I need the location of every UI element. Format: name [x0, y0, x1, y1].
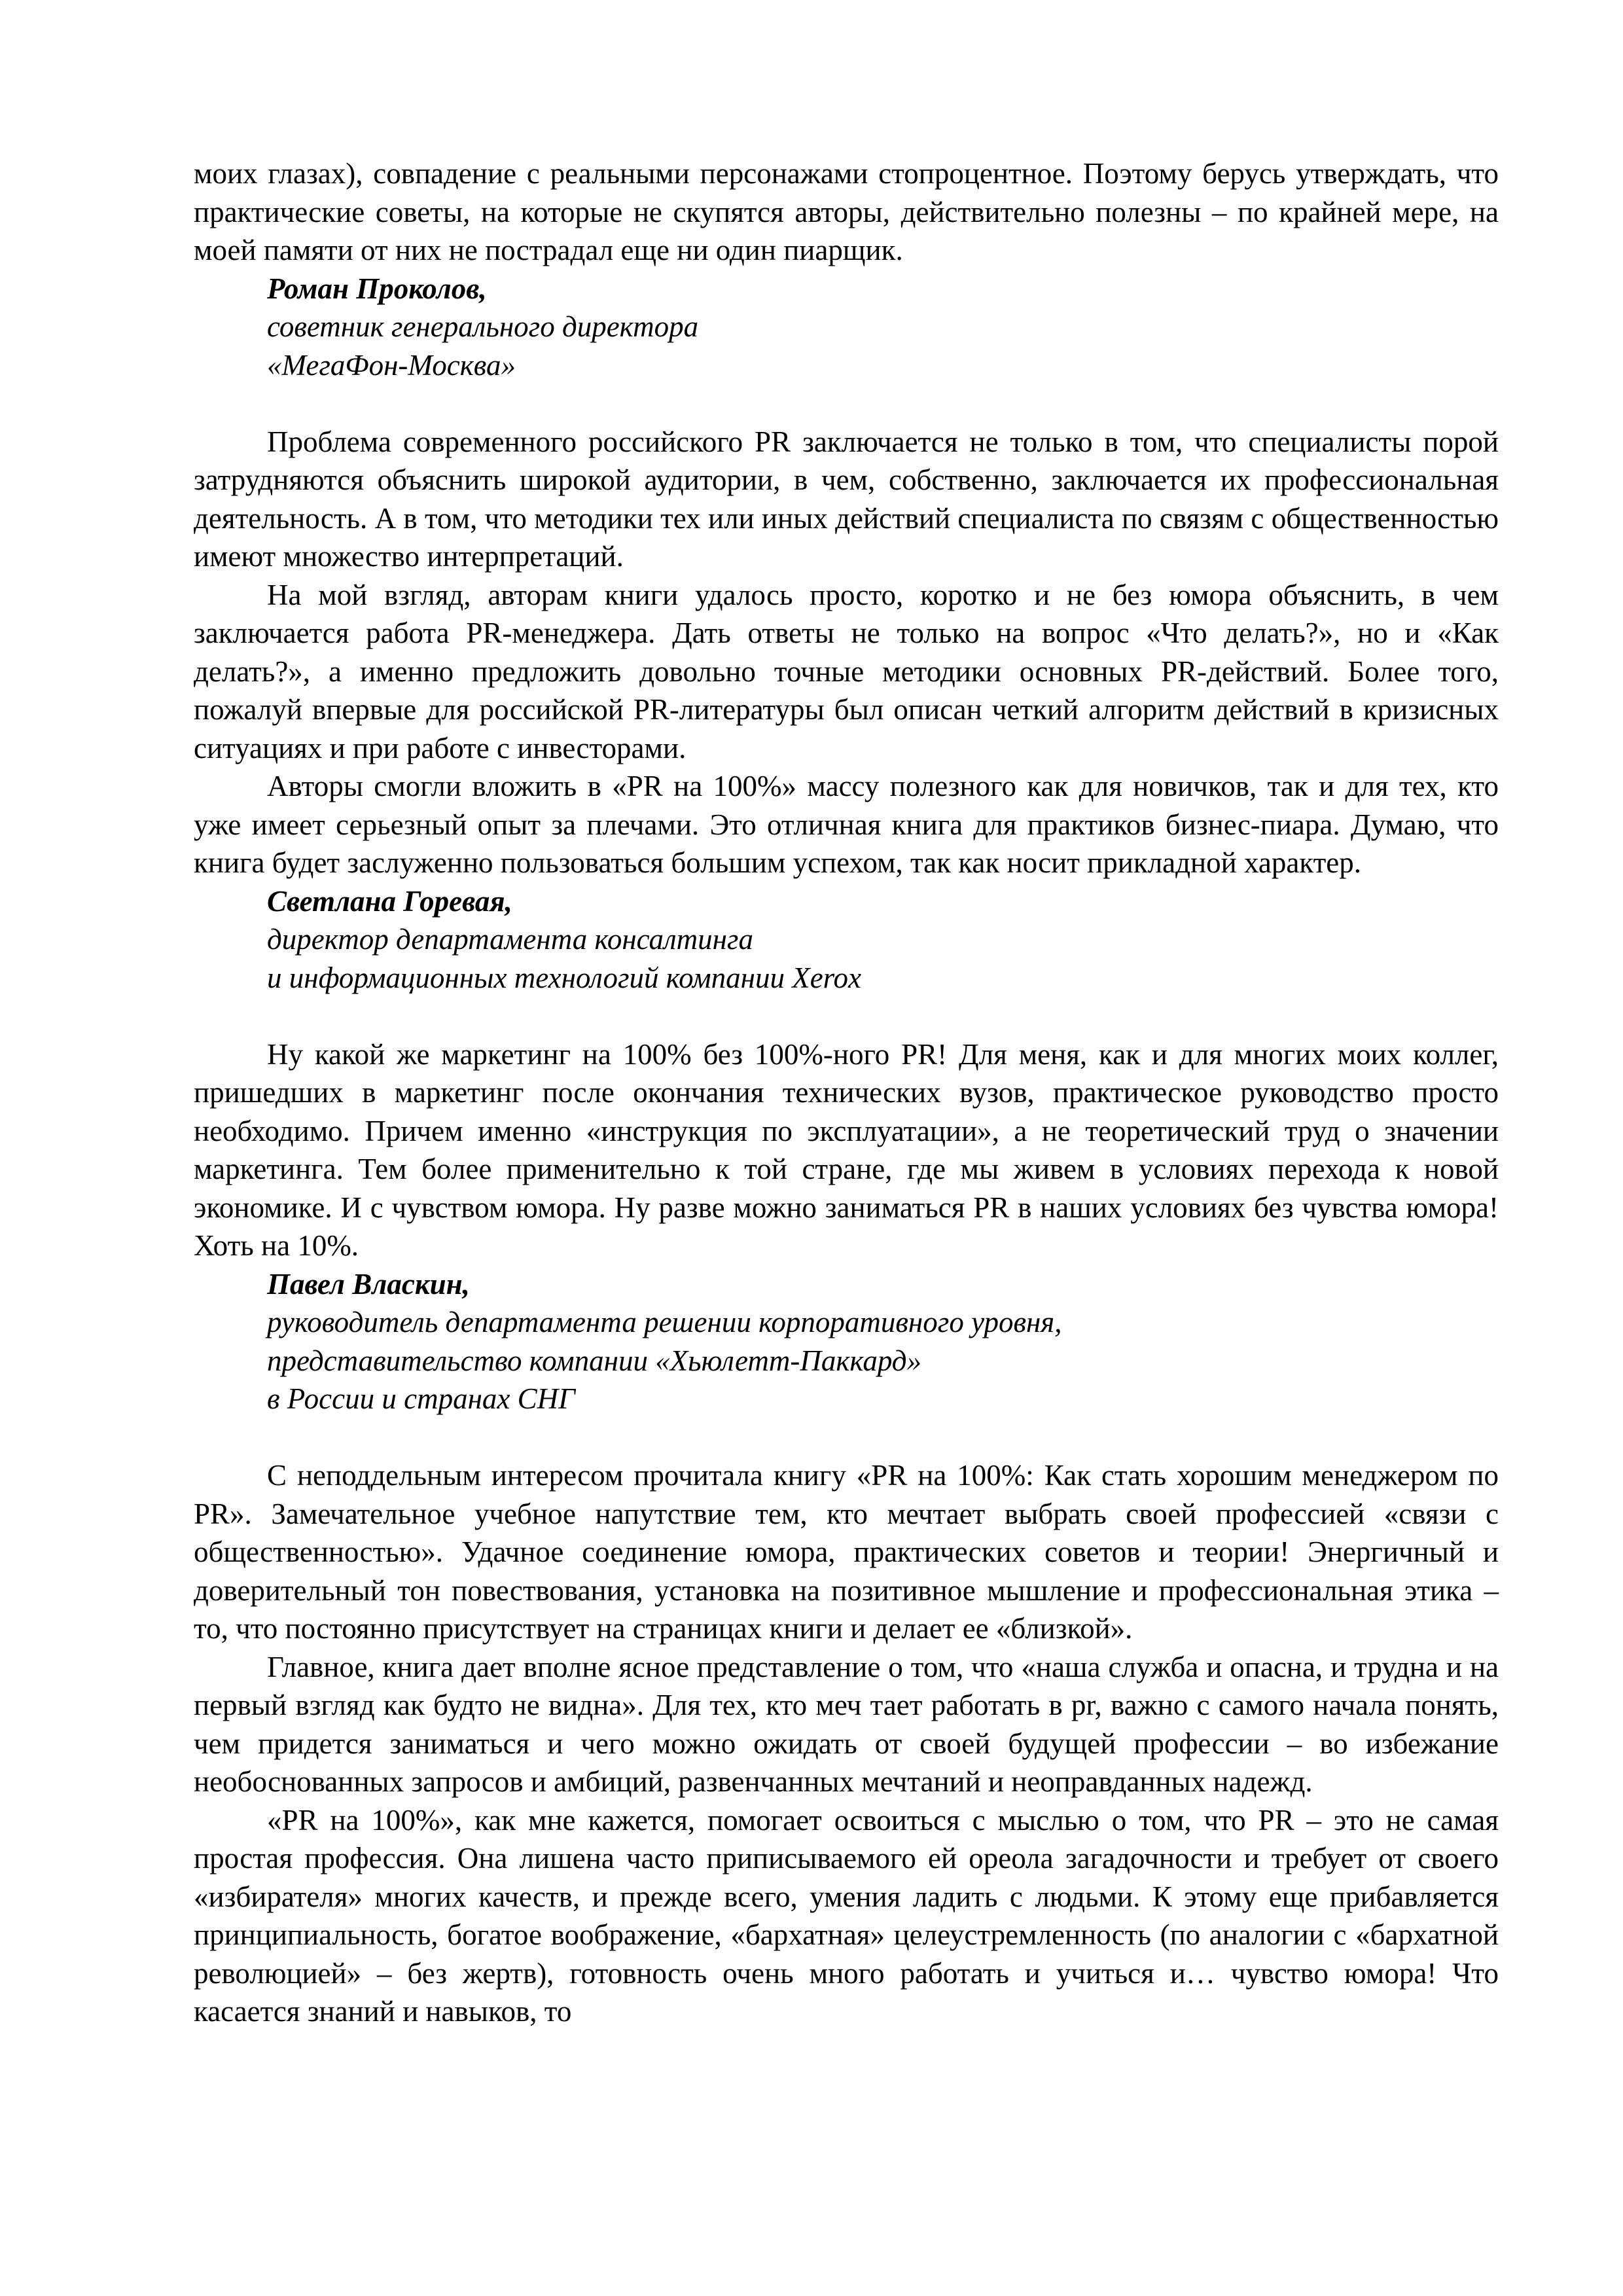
section-gap — [194, 1418, 1499, 1457]
paragraph-review-4-1: С неподдельным интересом прочитала книгу «PR на 100%: Как стать хорошим менеджером по PR». Замечательное учебное напутствие тем, кто мечтает выбрать своей профессией «связи с общественностью». Удачное соединение юмора, практических советов и теории! Энергичный и доверительный тон повествования, установка на позитивное мышление и профессиональная этика – то, что постоянно присутствует на страницах книги и делает ее «близкой». — [194, 1459, 1499, 1645]
section-gap — [194, 384, 1499, 423]
signature-name: Светлана Горевая, — [267, 884, 512, 918]
paragraph-review-3: Ну какой же маркетинг на 100% без 100%-ного PR! Для меня, как и для многих моих коллег, пришедших в маркетинг после окончания технических вузов, практическое руководство просто необходимо. Причем именно «инструкция по эксплуатации», а не теоретический труд о значении маркетинга. Тем более применительно к той стране, где мы живем в условиях перехода к новой экономике. И с чувством юмора. Ну разве можно заниматься PR в наших условиях без чувства юмора! Хоть на 10%. — [194, 1037, 1499, 1262]
paragraph-continuation: моих глазах), совпадение с реальными персонажами стопроцентное. Поэтому берусь утверждать, что практические советы, на которые не скупятся авторы, действительно полезны – по крайней мере, на моей памяти от них не пострадал еще ни один пиарщик. — [194, 157, 1499, 266]
signature-role: руководитель департамента решении корпоративного уровня, — [267, 1306, 1062, 1338]
signature-company: «МегаФон-Москва» — [267, 348, 516, 382]
signature-role: советник генерального директора — [267, 310, 699, 343]
paragraph-review-2-1: Проблема современного российского PR заключается не только в том, что специалисты порой затрудняются объяснить широкой аудитории, в чем, собственно, заключается их профессиональная деятельность. А в том, что методики тех или иных действий специалиста по связям с общественностью имеют множество интерпретаций. — [194, 425, 1499, 573]
paragraph-review-4-2: Главное, книга дает вполне ясное представление о том, что «наша служба и опасна, и трудна и на первый взгляд как будто не видна». Для тех, кто меч тает работать в pr, важно с самого начала понять, чем придется заниматься и чего можно ожидать от своей будущей профессии – во избежание необоснованных запросов и амбиций, развенчанных мечтаний и неоправданных надежд. — [194, 1650, 1499, 1798]
signature-name: Роман Проколов, — [267, 272, 487, 305]
paragraph-review-4-3: «PR на 100%», как мне кажется, помогает освоиться с мыслью о том, что PR – это не самая простая профессия. Она лишена часто приписываемого ей ореола загадочности и требует от своего «избирателя» многих качеств, и прежде всего, умения ладить с людьми. К этому еще прибавляется принципиальность, богатое воображение, «бархатная» целеустремленность (по аналогии с «бархатной революцией» – без жертв), готовность очень много работать и учиться и… чувство юмора! Что касается знаний и навыков, то — [194, 1803, 1499, 2028]
signature-role: и информационных технологий компании Xerox — [267, 961, 861, 994]
section-gap — [194, 997, 1499, 1035]
signature-role: представительство компании «Хьюлетт-Паккард» — [267, 1344, 922, 1377]
signature-role: директор департамента консалтинга — [267, 923, 753, 956]
paragraph-review-2-3: Авторы смогли вложить в «PR на 100%» массу полезного как для новичков, так и для тех, кто уже имеет серьезный опыт за плечами. Это отличная книга для практиков бизнес-пиара. Думаю, что книга будет заслуженно пользоваться большим успехом, так как носит прикладной характер. — [194, 770, 1499, 879]
paragraph-review-2-2: На мой взгляд, авторам книги удалось просто, коротко и не без юмора объяснить, в чем заключается работа PR-менеджера. Дать ответы не только на вопрос «Что делать?», но и «Как делать?», а именно предложить довольно точные методики основных PR-действий. Более того, пожалуй впервые для российской PR-литературы был описан четкий алгоритм действий в кризисных ситуациях и при работе с инвесторами. — [194, 578, 1499, 764]
signature-block-prokolov — [267, 270, 1499, 385]
signature-role: в России и странах СНГ — [267, 1382, 575, 1415]
document-page — [194, 154, 1499, 2031]
signature-block-goreva — [267, 882, 1499, 997]
signature-block-vlaskin — [267, 1265, 1499, 1418]
signature-name: Павел Власкин, — [267, 1267, 470, 1300]
